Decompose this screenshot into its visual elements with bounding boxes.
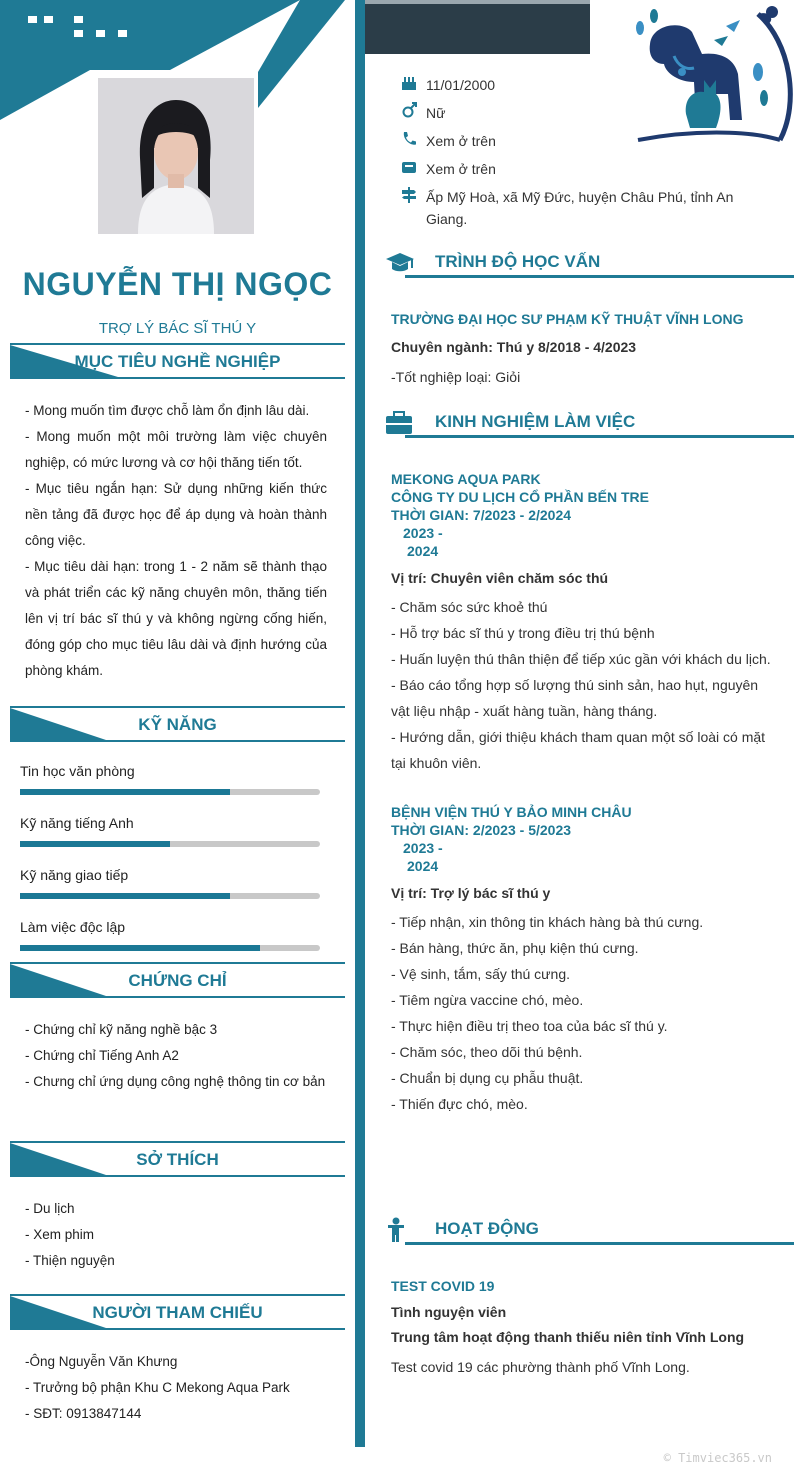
- section-title: TRÌNH ĐỘ HỌC VẤN: [435, 252, 601, 271]
- avatar: [92, 72, 256, 236]
- activity-entry: [391, 1277, 771, 1375]
- skill-item: [20, 815, 322, 831]
- reference-line: - SĐT: 0913847144: [25, 1406, 142, 1421]
- grade-note: -Tốt nghiệp loại: Giỏi: [391, 369, 521, 385]
- job-entry: [391, 803, 771, 1117]
- top-banner: [365, 0, 590, 54]
- education-content: [391, 310, 771, 385]
- skill-bar: [20, 945, 320, 951]
- certificates-text: [25, 1017, 327, 1095]
- section-header-objective: [10, 343, 345, 379]
- graduation-cap-icon: [385, 250, 415, 276]
- skill-bar: [20, 841, 320, 847]
- avatar-photo: [98, 78, 254, 234]
- certificate-line: - Chưng chỉ ứng dụng công nghệ thông tin cơ bản: [25, 1074, 326, 1089]
- objective-line: - Mục tiêu dài hạn: trong 1 - 2 năm sẽ thành thạo và phát triển các kỹ năng chuyên môn, thăng tiến lên vị trí bác sĩ thú y và không ngừng cống hiến, đóng góp cho mục tiêu lâu dài và định hướng của phòng khám.: [25, 559, 327, 678]
- address-text: Ấp Mỹ Hoà, xã Mỹ Đức, huyện Châu Phú, tỉnh An Giang.: [426, 189, 734, 227]
- skill-item: [20, 867, 322, 883]
- duty-line: - Chuẩn bị dụng cụ phẫu thuật.: [391, 1070, 584, 1086]
- reference-text: [25, 1349, 327, 1427]
- job-title: TRỢ LÝ BÁC SĨ THÚ Y: [98, 320, 257, 337]
- skill-bar: [20, 893, 320, 899]
- duty-line: - Bán hàng, thức ăn, phụ kiện thú cưng.: [391, 940, 639, 956]
- job-time: THỜI GIAN: 2/2023 - 5/2023: [391, 822, 572, 838]
- job-duties: [391, 909, 771, 1117]
- job-range-end: 2024: [407, 543, 439, 559]
- activity-name: TEST COVID 19: [391, 1278, 495, 1294]
- phone-icon: [400, 130, 418, 148]
- certificate-line: - Chứng chỉ Tiếng Anh A2: [25, 1048, 179, 1063]
- section-header-certificates: [10, 962, 345, 998]
- briefcase-icon: [385, 410, 415, 436]
- section-header-activities: [385, 1215, 794, 1245]
- phone-text: Xem ở trên: [426, 133, 496, 149]
- duty-line: - Chăm sóc sức khoẻ thú: [391, 599, 548, 615]
- objective-line: - Mong muốn một môi trường làm việc chuyên nghiệp, có mức lương và cơ hội thăng tiến tốt.: [25, 429, 327, 470]
- job-range-end: 2024: [407, 858, 439, 874]
- skill-bar-fill: [20, 893, 230, 899]
- section-header-skills: [10, 706, 345, 742]
- section-header-reference: [10, 1294, 345, 1330]
- school-name: TRƯỜNG ĐẠI HỌC SƯ PHẠM KỸ THUẬT VĨNH LONG: [391, 311, 744, 327]
- decorative-dots: [28, 14, 138, 44]
- skill-bar: [20, 789, 320, 795]
- left-column: [0, 0, 355, 1473]
- email-text: Xem ở trên: [426, 161, 496, 177]
- address-icon: [400, 186, 418, 204]
- skill-item: [20, 919, 322, 935]
- hobby-line: - Thiện nguyện: [25, 1253, 115, 1268]
- skill-label: Kỹ năng tiếng Anh: [20, 815, 134, 831]
- job-org: MEKONG AQUA PARK: [391, 471, 541, 487]
- calendar-icon: [400, 74, 418, 92]
- reference-line: - Trưởng bộ phận Khu C Mekong Aqua Park: [25, 1380, 290, 1395]
- job-company: CÔNG TY DU LỊCH CỔ PHẦN BẾN TRE: [391, 489, 649, 505]
- duty-line: - Hỗ trợ bác sĩ thú y trong điều trị thú bệnh: [391, 625, 655, 641]
- section-title: KINH NGHIỆM LÀM VIỆC: [435, 412, 636, 431]
- duty-line: - Tiếp nhận, xin thông tin khách hàng bà thú cưng.: [391, 914, 704, 930]
- pet-logo-icon: [630, 2, 795, 147]
- person-icon: [385, 1217, 415, 1243]
- activity-role: Tình nguyện viên: [391, 1304, 507, 1320]
- skill-label: Kỹ năng giao tiếp: [20, 867, 129, 883]
- certificate-line: - Chứng chỉ kỹ năng nghề bậc 3: [25, 1022, 218, 1037]
- duty-line: - Chăm sóc, theo dõi thú bệnh.: [391, 1044, 583, 1060]
- activity-org: Trung tâm hoạt động thanh thiếu niên tỉnh Vĩnh Long: [391, 1329, 745, 1345]
- activity-desc: Test covid 19 các phường thành phố Vĩnh Long.: [391, 1359, 690, 1375]
- hobbies-text: [25, 1196, 327, 1274]
- duty-line: - Hướng dẫn, giới thiệu khách tham quan một số loài có mặt tại khuôn viên.: [391, 729, 766, 771]
- section-header-experience: [385, 408, 794, 438]
- copyright-watermark: © Timviec365.vn: [663, 1451, 772, 1465]
- duty-line: - Thực hiện điều trị theo toa của bác sĩ thú y.: [391, 1018, 668, 1034]
- section-title: HOẠT ĐỘNG: [435, 1219, 539, 1238]
- job-entry: [391, 470, 771, 776]
- job-range-start: 2023 -: [403, 840, 443, 856]
- section-header-education: [385, 248, 794, 278]
- hobby-line: - Du lịch: [25, 1201, 75, 1216]
- column-divider: [355, 0, 365, 1447]
- section-title: SỞ THÍCH: [136, 1150, 219, 1169]
- job-range-start: 2023 -: [403, 525, 443, 541]
- gender-icon: [400, 102, 418, 120]
- email-icon: [400, 158, 418, 176]
- gender-text: Nữ: [426, 105, 446, 121]
- section-title: KỸ NĂNG: [138, 715, 217, 734]
- duty-line: - Thiến đực chó, mèo.: [391, 1096, 528, 1112]
- skill-bar-fill: [20, 841, 170, 847]
- objective-text: [25, 398, 327, 684]
- skill-item: [20, 763, 322, 779]
- job-position: Vị trí: Chuyên viên chăm sóc thú: [391, 570, 609, 586]
- section-title: MỤC TIÊU NGHỀ NGHIỆP: [74, 352, 281, 371]
- job-duties: [391, 594, 771, 776]
- skill-bar-fill: [20, 789, 230, 795]
- job-time: THỜI GIAN: 7/2023 - 2/2024: [391, 507, 572, 523]
- duty-line: - Vệ sinh, tắm, sấy thú cưng.: [391, 966, 571, 982]
- objective-line: - Mong muốn tìm được chỗ làm ổn định lâu dài.: [25, 403, 310, 418]
- duty-line: - Báo cáo tổng hợp số lượng thú sinh sản, hao hụt, nguyên vật liệu nhập - xuất hàng tuần, hàng tháng.: [391, 677, 759, 719]
- dob-text: 11/01/2000: [426, 77, 496, 93]
- reference-line: -Ông Nguyễn Văn Khưng: [25, 1354, 178, 1369]
- skill-label: Làm việc độc lập: [20, 919, 126, 935]
- major: Chuyên ngành: Thú y 8/2018 - 4/2023: [391, 339, 637, 355]
- full-name: NGUYỄN THỊ NGỌC: [22, 266, 333, 302]
- hobby-line: - Xem phim: [25, 1227, 95, 1242]
- duty-line: - Tiêm ngừa vaccine chó, mèo.: [391, 992, 584, 1008]
- job-org: BỆNH VIỆN THÚ Y BẢO MINH CHÂU: [391, 804, 632, 820]
- skill-bar-fill: [20, 945, 260, 951]
- objective-line: - Mục tiêu ngắn hạn: Sử dụng những kiến thức nền tảng đã được học để áp dụng và hoàn thành công việc.: [25, 481, 327, 548]
- section-header-hobbies: [10, 1141, 345, 1177]
- section-title: NGƯỜI THAM CHIẾU: [92, 1303, 263, 1322]
- skill-label: Tin học văn phòng: [20, 763, 135, 779]
- duty-line: - Huấn luyện thú thân thiện để tiếp xúc gần với khách du lịch.: [391, 651, 771, 667]
- section-title: CHỨNG CHỈ: [128, 971, 227, 990]
- job-position: Vị trí: Trợ lý bác sĩ thú y: [391, 885, 551, 901]
